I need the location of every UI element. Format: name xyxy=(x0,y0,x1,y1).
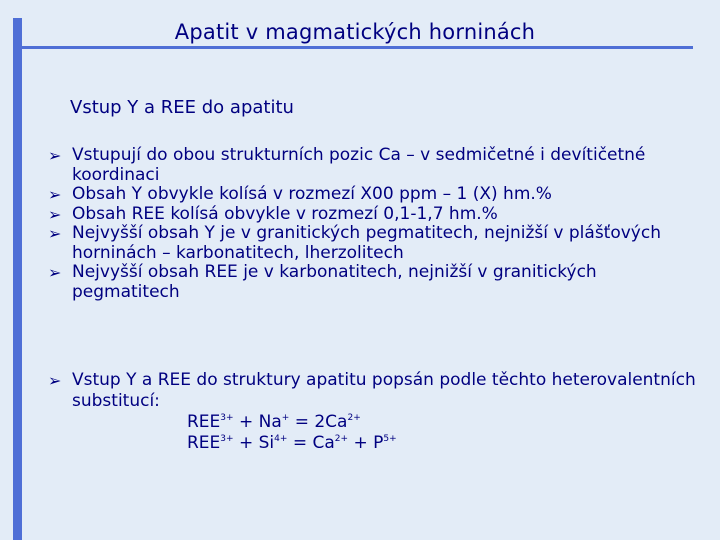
arrow-right-icon: ➢ xyxy=(48,224,62,243)
arrow-right-icon: ➢ xyxy=(48,185,62,204)
charge-superscript: 2+ xyxy=(334,434,349,444)
list-item xyxy=(48,185,668,205)
list-item xyxy=(48,224,668,263)
slide-title: Apatit v magmatických horninách xyxy=(174,20,536,44)
bullet-text: Nejvyšší obsah Y je v granitických pegmatitech, nejnižší v plášťových horninách – karbonatitech, lherzolitech xyxy=(72,223,661,263)
charge-superscript: 2+ xyxy=(347,413,361,423)
equation-term: + P xyxy=(348,433,384,453)
bullet-text: Obsah Y obvykle kolísá v rozmezí X00 ppm – 1 (X) hm.% xyxy=(72,184,552,204)
left-accent-bar xyxy=(13,18,22,540)
charge-superscript: 5+ xyxy=(383,434,397,444)
charge-superscript: + xyxy=(281,413,290,423)
arrow-right-icon: ➢ xyxy=(48,263,62,282)
bullet-text: Nejvyšší obsah REE je v karbonatitech, nejnižší v granitických pegmatitech xyxy=(72,262,597,302)
equation-term: REE xyxy=(187,412,221,432)
equation-term: + Na xyxy=(233,412,282,432)
bullet-text: Obsah REE kolísá obvykle v rozmezí 0,1-1,7 hm.% xyxy=(72,203,498,224)
arrow-right-icon: ➢ xyxy=(48,146,62,165)
equation-term: REE xyxy=(187,433,221,453)
arrow-right-icon: ➢ xyxy=(48,204,62,224)
equation-term: = 2Ca xyxy=(289,412,348,432)
equation-1 xyxy=(72,412,712,433)
bullet-list xyxy=(48,146,668,302)
title-underline xyxy=(13,46,693,49)
charge-superscript: 3+ xyxy=(220,434,234,444)
list-item xyxy=(48,146,668,185)
bullet-text: Vstupují do obou strukturních pozic Ca – v sedmičetné i devítičetné koordinaci xyxy=(72,145,646,185)
equation-2 xyxy=(72,433,712,454)
equation-term: + Si xyxy=(233,433,275,453)
slide-subtitle: Vstup Y a REE do apatitu xyxy=(70,97,294,118)
charge-superscript: 3+ xyxy=(220,413,234,423)
substitution-intro: Vstup Y a REE do struktury apatitu popsán podle těchto heterovalentních substitucí: xyxy=(72,370,696,411)
substitution-block xyxy=(48,370,712,454)
list-item xyxy=(48,205,668,225)
list-item xyxy=(48,263,668,302)
equation-term: = Ca xyxy=(287,433,335,453)
charge-superscript: 4+ xyxy=(274,434,288,444)
arrow-right-icon: ➢ xyxy=(48,371,62,390)
